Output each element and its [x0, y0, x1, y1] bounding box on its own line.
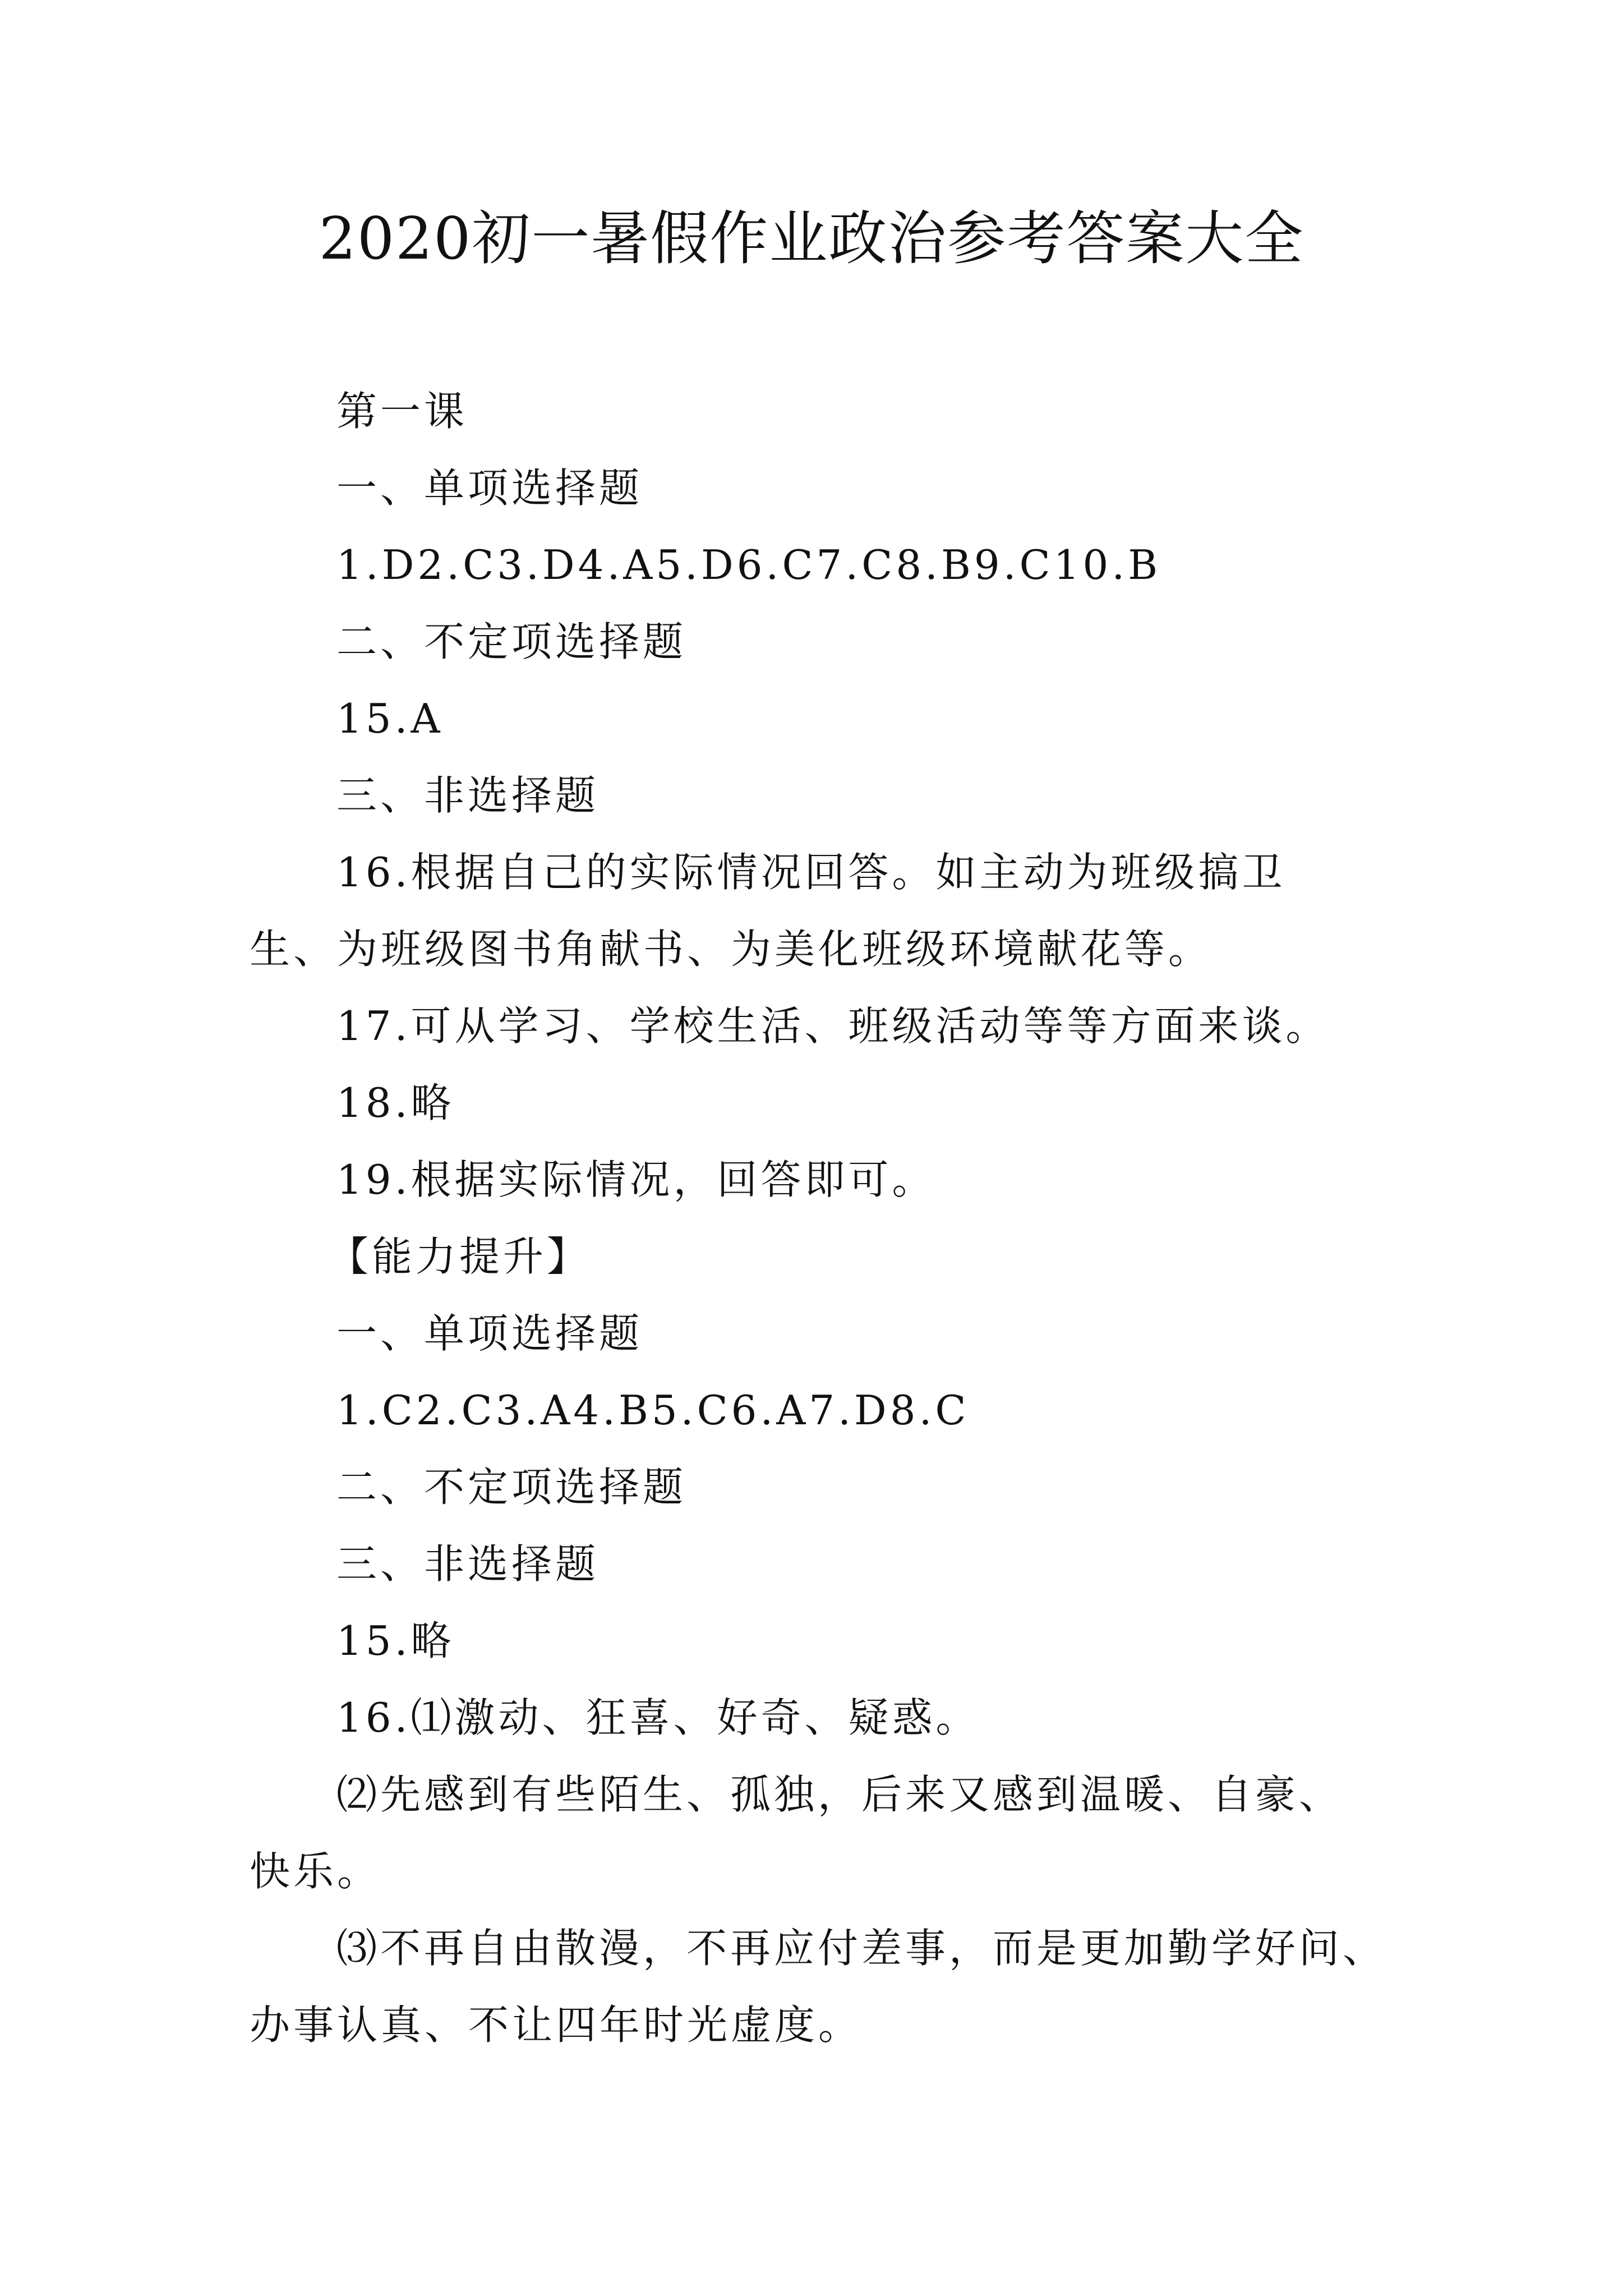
section-heading-ability: 【能力提升】 — [328, 1233, 591, 1280]
answer-line-17: 17.可从学习、学校生活、班级活动等等方面来谈。 — [336, 1002, 1330, 1050]
answer-paragraph-16: 16.根据自己的实际情况回答。如主动为班级搞卫生、为班级图书角献书、为美化班级环境献花等。 — [250, 849, 1286, 973]
answer-line-18: 18.略 — [336, 1079, 455, 1126]
answer-line-19: 19.根据实际情况，回答即可。 — [336, 1156, 936, 1203]
answer-paragraph-16-2: ⑵先感到有些陌生、孤独，后来又感到温暖、自豪、快乐。 — [250, 1771, 1343, 1895]
document-body — [250, 373, 1394, 2064]
answer-line-multiple-choice: 15.A — [336, 695, 444, 742]
section-heading-multiple-choice-2: 二、不定项选择题 — [336, 1464, 687, 1511]
answer-line-16-1: 16.⑴激动、狂喜、好奇、疑惑。 — [336, 1694, 980, 1741]
answer-line-15: 15.略 — [336, 1617, 455, 1664]
section-heading-single-choice-2: 一、单项选择题 — [336, 1310, 643, 1357]
lesson-heading: 第一课 — [336, 388, 468, 435]
document-title: 2020初一暑假作业政治参考答案大全 — [319, 204, 1304, 273]
answer-paragraph-16-3: ⑶不再自由散漫，不再应付差事，而是更加勤学好问、办事认真、不让四年时光虚度。 — [250, 1925, 1387, 2049]
answer-line-single-choice-2: 1.C2.C3.A4.B5.C6.A7.D8.C — [336, 1387, 970, 1434]
section-heading-non-choice: 三、非选择题 — [336, 772, 600, 819]
section-heading-single-choice: 一、单项选择题 — [336, 464, 643, 512]
section-heading-multiple-choice: 二、不定项选择题 — [336, 618, 687, 665]
section-heading-non-choice-2: 三、非选择题 — [336, 1540, 600, 1588]
answer-line-single-choice: 1.D2.C3.D4.A5.D6.C7.C8.B9.C10.B — [336, 541, 1161, 588]
